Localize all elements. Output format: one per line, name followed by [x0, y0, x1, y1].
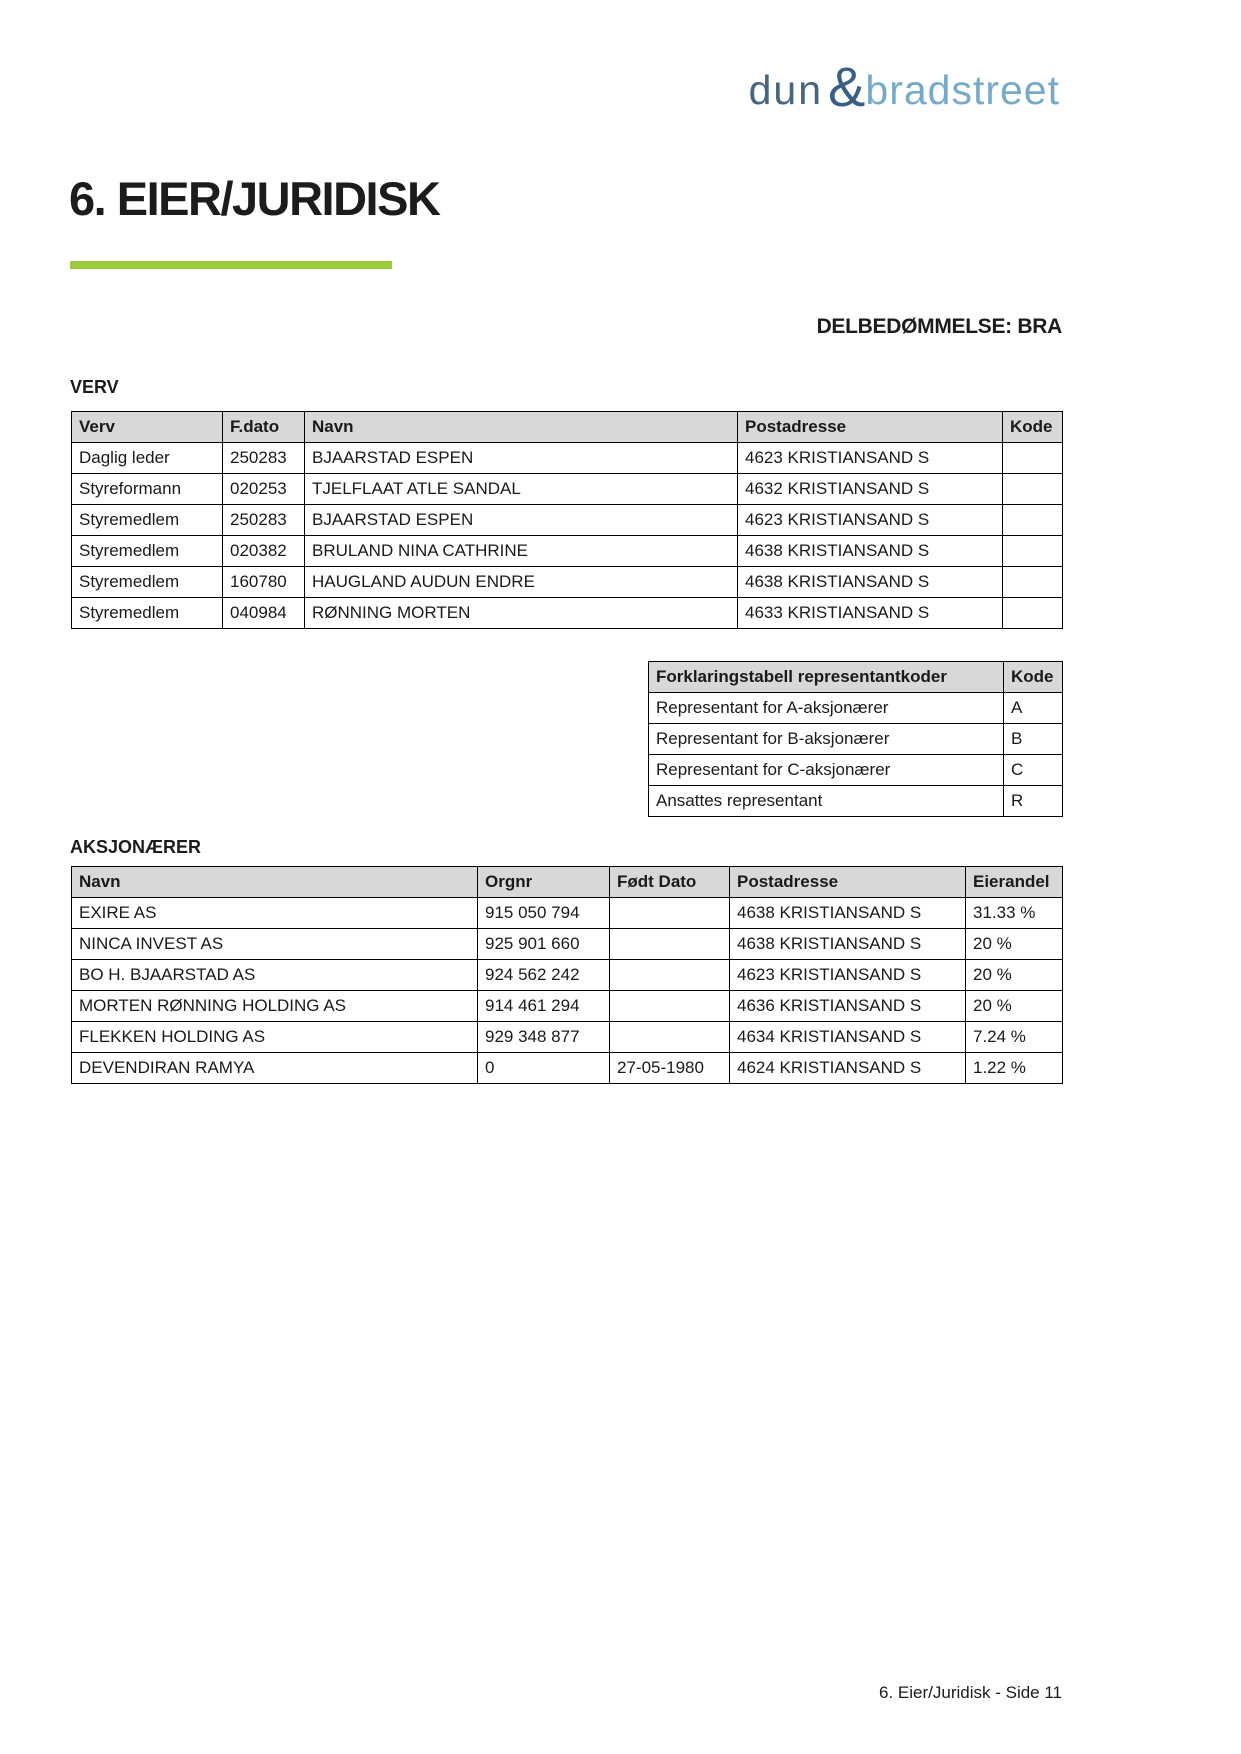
table-row: [649, 693, 1063, 724]
cell-fodt-dato: [610, 960, 730, 991]
cell-kode: A: [1004, 693, 1063, 724]
cell-fodt-dato: [610, 929, 730, 960]
representantkoder-table: [648, 661, 1063, 817]
cell-navn: DEVENDIRAN RAMYA: [72, 1053, 478, 1084]
cell-beskrivelse: Ansattes representant: [649, 786, 1004, 817]
verv-table: [71, 411, 1063, 629]
table-row: [72, 960, 1063, 991]
column-header-postadresse: Postadresse: [738, 412, 1003, 443]
cell-postadresse: 4638 KRISTIANSAND S: [738, 567, 1003, 598]
cell-kode: C: [1004, 755, 1063, 786]
cell-beskrivelse: Representant for A-aksjonærer: [649, 693, 1004, 724]
verv-header-row: [72, 412, 1063, 443]
cell-kode: R: [1004, 786, 1063, 817]
rating-heading: DELBEDØMMELSE: BRA: [816, 315, 1062, 338]
table-row: [649, 755, 1063, 786]
column-header-eierandel: Eierandel: [966, 867, 1063, 898]
cell-eierandel: 1.22 %: [966, 1053, 1063, 1084]
cell-eierandel: 31.33 %: [966, 898, 1063, 929]
cell-navn: TJELFLAAT ATLE SANDAL: [305, 474, 738, 505]
column-header-fdato: F.dato: [223, 412, 305, 443]
title-accent-bar: [70, 261, 392, 269]
cell-postadresse: 4633 KRISTIANSAND S: [738, 598, 1003, 629]
koder-header-row: [649, 662, 1063, 693]
cell-postadresse: 4638 KRISTIANSAND S: [738, 536, 1003, 567]
ampersand-icon: &: [828, 55, 866, 118]
cell-postadresse: 4632 KRISTIANSAND S: [738, 474, 1003, 505]
aksjonaerer-section-label: AKSJONÆRER: [70, 837, 202, 857]
table-row: [72, 536, 1063, 567]
column-header-fodt-dato: Født Dato: [610, 867, 730, 898]
column-header-postadresse: Postadresse: [730, 867, 966, 898]
table-row: [72, 567, 1063, 598]
table-row: [72, 1022, 1063, 1053]
cell-verv: Styremedlem: [72, 505, 223, 536]
cell-fdato: 250283: [223, 443, 305, 474]
cell-postadresse: 4636 KRISTIANSAND S: [730, 991, 966, 1022]
cell-kode: B: [1004, 724, 1063, 755]
cell-postadresse: 4623 KRISTIANSAND S: [730, 960, 966, 991]
column-header-navn: Navn: [305, 412, 738, 443]
cell-navn: FLEKKEN HOLDING AS: [72, 1022, 478, 1053]
cell-navn: HAUGLAND AUDUN ENDRE: [305, 567, 738, 598]
cell-navn: BRULAND NINA CATHRINE: [305, 536, 738, 567]
cell-orgnr: 914 461 294: [478, 991, 610, 1022]
table-row: [72, 929, 1063, 960]
cell-fodt-dato: [610, 898, 730, 929]
column-header-kode: Kode: [1004, 662, 1063, 693]
table-row: [72, 443, 1063, 474]
cell-fdato: 250283: [223, 505, 305, 536]
aksjonaerer-table: [71, 866, 1063, 1084]
cell-navn: EXIRE AS: [72, 898, 478, 929]
cell-kode: [1003, 567, 1063, 598]
cell-navn: NINCA INVEST AS: [72, 929, 478, 960]
logo-word-dun: dun: [748, 66, 824, 113]
cell-navn: MORTEN RØNNING HOLDING AS: [72, 991, 478, 1022]
cell-kode: [1003, 474, 1063, 505]
table-row: [72, 598, 1063, 629]
table-row: [72, 991, 1063, 1022]
table-row: [72, 505, 1063, 536]
cell-fodt-dato: 27-05-1980: [610, 1053, 730, 1084]
cell-fodt-dato: [610, 1022, 730, 1053]
cell-verv: Styremedlem: [72, 598, 223, 629]
cell-postadresse: 4634 KRISTIANSAND S: [730, 1022, 966, 1053]
cell-fdato: 160780: [223, 567, 305, 598]
cell-postadresse: 4623 KRISTIANSAND S: [738, 505, 1003, 536]
cell-postadresse: 4638 KRISTIANSAND S: [730, 929, 966, 960]
cell-eierandel: 20 %: [966, 960, 1063, 991]
table-row: [72, 1053, 1063, 1084]
cell-beskrivelse: Representant for C-aksjonærer: [649, 755, 1004, 786]
cell-kode: [1003, 443, 1063, 474]
cell-verv: Styremedlem: [72, 536, 223, 567]
column-header-kode: Kode: [1003, 412, 1063, 443]
aksjonaerer-header-row: [72, 867, 1063, 898]
cell-kode: [1003, 536, 1063, 567]
cell-kode: [1003, 505, 1063, 536]
logo-word-bradstreet: bradstreet: [865, 66, 1060, 113]
cell-fdato: 020253: [223, 474, 305, 505]
cell-fodt-dato: [610, 991, 730, 1022]
cell-postadresse: 4624 KRISTIANSAND S: [730, 1053, 966, 1084]
cell-eierandel: 20 %: [966, 991, 1063, 1022]
table-row: [649, 786, 1063, 817]
column-header-forklaringstabell: Forklaringstabell representantkoder: [649, 662, 1004, 693]
cell-orgnr: 0: [478, 1053, 610, 1084]
cell-eierandel: 20 %: [966, 929, 1063, 960]
page-title: 6. EIER/JURIDISK: [69, 172, 440, 225]
cell-verv: Styremedlem: [72, 567, 223, 598]
cell-verv: Styreformann: [72, 474, 223, 505]
cell-beskrivelse: Representant for B-aksjonærer: [649, 724, 1004, 755]
cell-postadresse: 4638 KRISTIANSAND S: [730, 898, 966, 929]
cell-navn: BJAARSTAD ESPEN: [305, 505, 738, 536]
cell-orgnr: 915 050 794: [478, 898, 610, 929]
cell-eierandel: 7.24 %: [966, 1022, 1063, 1053]
table-row: [72, 474, 1063, 505]
cell-verv: Daglig leder: [72, 443, 223, 474]
cell-orgnr: 925 901 660: [478, 929, 610, 960]
cell-postadresse: 4623 KRISTIANSAND S: [738, 443, 1003, 474]
column-header-navn: Navn: [72, 867, 478, 898]
cell-navn: RØNNING MORTEN: [305, 598, 738, 629]
column-header-orgnr: Orgnr: [478, 867, 610, 898]
page-footer: 6. Eier/Juridisk - Side 11: [879, 1683, 1062, 1702]
column-header-verv: Verv: [72, 412, 223, 443]
verv-section-label: VERV: [70, 377, 119, 397]
cell-fdato: 040984: [223, 598, 305, 629]
cell-kode: [1003, 598, 1063, 629]
cell-navn: BO H. BJAARSTAD AS: [72, 960, 478, 991]
table-row: [649, 724, 1063, 755]
dun-bradstreet-logo: [748, 55, 1060, 118]
cell-fdato: 020382: [223, 536, 305, 567]
cell-orgnr: 929 348 877: [478, 1022, 610, 1053]
cell-orgnr: 924 562 242: [478, 960, 610, 991]
table-row: [72, 898, 1063, 929]
cell-navn: BJAARSTAD ESPEN: [305, 443, 738, 474]
